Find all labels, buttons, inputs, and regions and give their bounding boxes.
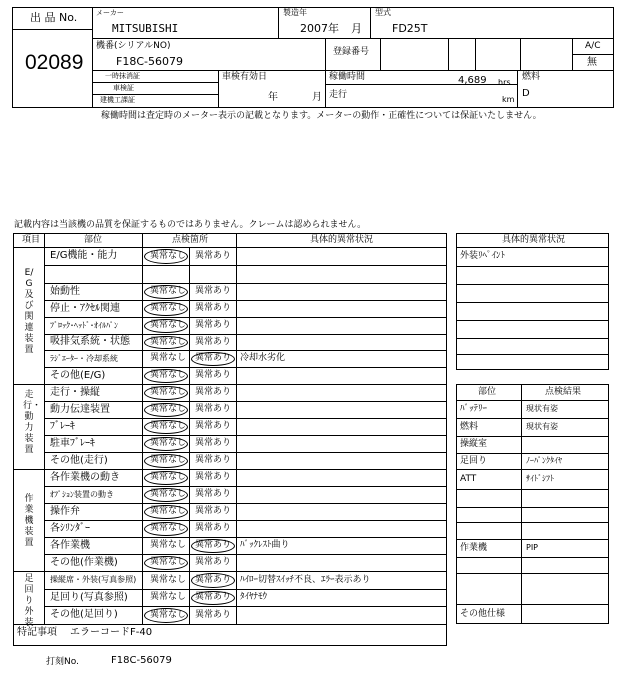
normal-circle-mark bbox=[144, 403, 188, 417]
km-unit: km bbox=[502, 95, 515, 104]
normal-circle-mark bbox=[144, 302, 188, 316]
row-abnormal-option: 異常あり bbox=[195, 557, 232, 567]
row-normal-option: 異常なし bbox=[150, 489, 187, 499]
row-normal-option: 異常なし bbox=[150, 387, 187, 397]
reg-label: 登録番号 bbox=[333, 47, 370, 57]
row-abnormal-option: 異常あり bbox=[195, 250, 232, 261]
group-under: 足回り外装 bbox=[24, 574, 34, 628]
result-part: その他仕様 bbox=[460, 608, 506, 619]
normal-circle-mark bbox=[144, 471, 188, 485]
row-normal-option: 異常なし bbox=[150, 540, 187, 550]
row-part: 各ｼﾘﾝﾀﾞｰ bbox=[50, 522, 90, 534]
serial-label: 機番(シリアルNO) bbox=[96, 41, 171, 51]
run-label: 走行 bbox=[329, 90, 348, 100]
vehicle-cert-label: 車検証 bbox=[113, 84, 134, 92]
normal-circle-mark bbox=[144, 285, 188, 299]
row-normal-option: 異常なし bbox=[150, 438, 187, 448]
group-eg: E/G及び関連装置 bbox=[24, 268, 34, 355]
row-normal-option: 異常なし bbox=[150, 472, 187, 482]
temp-cert-label: 一時抹消証 bbox=[105, 72, 140, 80]
row-part: 始動性 bbox=[50, 285, 80, 297]
normal-circle-mark bbox=[144, 336, 188, 349]
industrial-cert-label: 建機工課証 bbox=[100, 96, 135, 104]
row-part: 各作業機の動き bbox=[50, 471, 120, 483]
result-part: 足回り bbox=[460, 455, 488, 466]
row-abnormal-option: 異常あり bbox=[195, 523, 232, 533]
lot-number: 02089 bbox=[25, 51, 84, 74]
stamp-label: 打刻No. bbox=[46, 657, 79, 667]
row-abnormal-option: 異常あり bbox=[195, 421, 232, 431]
row-normal-option: 異常なし bbox=[150, 421, 187, 431]
normal-circle-mark bbox=[144, 488, 188, 502]
row-part: ﾌﾞﾛｯｸ･ﾍｯﾄﾞ･ｵｲﾙﾊﾟﾝ bbox=[50, 320, 118, 330]
row-part: ｵﾌﾟｼｮﾝ装置の動き bbox=[50, 489, 114, 499]
ac-label: A/C bbox=[585, 41, 601, 51]
row-part: 各作業機 bbox=[50, 539, 90, 551]
result-value: PIP bbox=[526, 543, 539, 552]
row-normal-option: 異常なし bbox=[150, 592, 187, 602]
row-part: 駐車ﾌﾞﾚｰｷ bbox=[50, 437, 95, 449]
result-part: ATT bbox=[460, 473, 477, 484]
row-abnormal-option: 異常あり bbox=[195, 455, 232, 465]
group-drive: 走行・動力装置 bbox=[23, 390, 42, 455]
model-value: FD25T bbox=[392, 22, 428, 35]
row-abnormal-option: 異常あり bbox=[195, 540, 232, 550]
exterior-row: 外装ﾘﾍﾟｲﾝﾄ bbox=[460, 251, 506, 261]
maker-label: メーカー bbox=[96, 9, 124, 17]
ac-value: 無 bbox=[587, 57, 597, 68]
row-abnormal-option: 異常あり bbox=[195, 592, 232, 602]
row-part: 操縦席・外装(写真参照) bbox=[50, 575, 137, 584]
abnormal-circle-mark bbox=[191, 591, 235, 605]
normal-circle-mark bbox=[144, 386, 188, 400]
normal-circle-mark bbox=[144, 556, 188, 570]
row-detail: ﾊﾞｯｸﾚｽﾄ曲り bbox=[240, 540, 290, 550]
inspect-label: 車検有効日 bbox=[222, 72, 268, 82]
header-item: 項目 bbox=[22, 235, 41, 245]
special-label: 特記事項 bbox=[17, 627, 57, 638]
row-normal-option: 異常なし bbox=[150, 370, 187, 380]
inspect-year: 年 bbox=[268, 92, 278, 103]
group-work: 作業機装置 bbox=[24, 494, 34, 548]
inspect-month: 月 bbox=[312, 92, 322, 103]
fuel-label: 燃料 bbox=[522, 72, 541, 82]
row-normal-option: 異常なし bbox=[150, 455, 187, 465]
row-part: E/G機能・能力 bbox=[50, 250, 118, 261]
normal-circle-mark bbox=[144, 420, 188, 434]
month-unit: 月 bbox=[351, 22, 362, 35]
row-normal-option: 異常なし bbox=[150, 506, 187, 516]
fuel-value: D bbox=[522, 88, 530, 99]
row-abnormal-option: 異常あり bbox=[195, 387, 232, 397]
row-normal-option: 異常なし bbox=[150, 336, 187, 347]
row-part: 吸排気系統・状態 bbox=[50, 336, 130, 347]
result-part: ﾊﾞｯﾃﾘｰ bbox=[460, 403, 488, 414]
row-abnormal-option: 異常あり bbox=[195, 286, 232, 296]
row-abnormal-option: 異常あり bbox=[195, 609, 232, 620]
header-detail: 具体的異常状況 bbox=[310, 235, 374, 245]
row-part: 走行・操縦 bbox=[50, 386, 100, 398]
normal-circle-mark bbox=[144, 319, 188, 333]
row-abnormal-option: 異常あり bbox=[195, 404, 232, 414]
row-part: 操作弁 bbox=[50, 505, 80, 517]
row-normal-option: 異常なし bbox=[150, 557, 187, 567]
result-part: 操縦室 bbox=[460, 439, 488, 449]
result-part: 燃料 bbox=[460, 421, 479, 432]
row-normal-option: 異常なし bbox=[150, 320, 187, 330]
special-value: エラーコードF-40 bbox=[70, 627, 153, 638]
row-abnormal-option: 異常あり bbox=[195, 574, 232, 585]
row-abnormal-option: 異常あり bbox=[195, 506, 232, 516]
normal-circle-mark bbox=[144, 369, 188, 383]
hours-unit: hrs bbox=[498, 78, 511, 87]
normal-circle-mark bbox=[144, 454, 188, 468]
result-value: ﾉｰﾊﾟﾝｸﾀｲﾔ bbox=[526, 456, 562, 465]
abnormal-circle-mark bbox=[191, 352, 235, 366]
row-detail: ﾀｲﾔﾅﾓｳ bbox=[240, 592, 268, 602]
year-label: 製造年 bbox=[283, 8, 307, 17]
result-part: 作業機 bbox=[460, 542, 488, 553]
row-part: 停止・ｱｸｾﾙ関連 bbox=[50, 302, 120, 314]
result-value: 現状有姿 bbox=[526, 422, 558, 431]
row-part: その他(作業機) bbox=[50, 556, 118, 568]
row-abnormal-option: 異常あり bbox=[195, 489, 232, 499]
result-value: 現状有姿 bbox=[526, 404, 558, 413]
abnormal-circle-mark bbox=[191, 539, 235, 553]
hours-value: 4,689 bbox=[458, 75, 487, 86]
row-part: ﾗｼﾞｴｰﾀｰ・冷却系統 bbox=[50, 353, 118, 363]
row-abnormal-option: 異常あり bbox=[195, 320, 232, 330]
lot-label: 出 品 No. bbox=[30, 11, 78, 24]
quality-disclaimer: 記載内容は当該機の品質を保証するものではありません。クレームは認められません。 bbox=[14, 220, 367, 230]
abnormal-circle-mark bbox=[191, 573, 235, 588]
row-abnormal-option: 異常あり bbox=[195, 353, 232, 363]
normal-circle-mark bbox=[144, 505, 188, 519]
result-header-result: 点検結果 bbox=[545, 387, 582, 397]
row-part: その他(足回り) bbox=[50, 609, 118, 620]
exterior-header: 具体的異常状況 bbox=[502, 235, 566, 245]
normal-circle-mark bbox=[144, 522, 188, 536]
row-abnormal-option: 異常あり bbox=[195, 370, 232, 380]
row-normal-option: 異常なし bbox=[150, 574, 187, 585]
year-unit: 年 bbox=[328, 22, 339, 35]
row-normal-option: 異常なし bbox=[150, 609, 187, 620]
header-check: 点検箇所 bbox=[172, 235, 209, 245]
row-abnormal-option: 異常あり bbox=[195, 438, 232, 448]
result-value: ｻｲﾄﾞｼﾌﾄ bbox=[526, 474, 554, 483]
normal-circle-mark bbox=[144, 608, 188, 623]
row-part: ﾌﾞﾚｰｷ bbox=[50, 420, 75, 432]
row-part: 足回り(写真参照) bbox=[50, 591, 128, 603]
year-value: 2007 bbox=[300, 22, 328, 35]
row-abnormal-option: 異常あり bbox=[195, 472, 232, 482]
stamp-value: F18C-56079 bbox=[111, 655, 172, 666]
row-detail: ﾊｲﾛｰ切替ｽｲｯﾁ不良、ｴﾗｰ表示あり bbox=[240, 574, 371, 585]
model-label: 型式 bbox=[375, 8, 391, 17]
serial-value: F18C-56079 bbox=[116, 55, 183, 68]
hours-disclaimer: 稼働時間は査定時のメーター表示の記載となります。メーターの動作・正確性については保証いたしません。 bbox=[101, 111, 542, 121]
row-normal-option: 異常なし bbox=[150, 404, 187, 414]
maker-value: MITSUBISHI bbox=[112, 22, 179, 35]
row-normal-option: 異常なし bbox=[150, 286, 187, 296]
row-part: その他(E/G) bbox=[50, 369, 106, 381]
row-part: その他(走行) bbox=[50, 454, 108, 466]
header-part: 部位 bbox=[84, 235, 103, 245]
normal-circle-mark bbox=[144, 437, 188, 451]
row-normal-option: 異常なし bbox=[150, 523, 187, 533]
row-normal-option: 異常なし bbox=[150, 303, 187, 313]
normal-circle-mark bbox=[144, 249, 188, 264]
row-abnormal-option: 異常あり bbox=[195, 336, 232, 347]
row-detail: 冷却水劣化 bbox=[240, 353, 286, 363]
hours-label: 稼働時間 bbox=[329, 72, 366, 82]
row-part: 動力伝達装置 bbox=[50, 403, 110, 415]
row-normal-option: 異常なし bbox=[150, 353, 187, 363]
result-header-part: 部位 bbox=[478, 387, 497, 397]
row-normal-option: 異常なし bbox=[150, 250, 187, 261]
row-abnormal-option: 異常あり bbox=[195, 303, 232, 313]
